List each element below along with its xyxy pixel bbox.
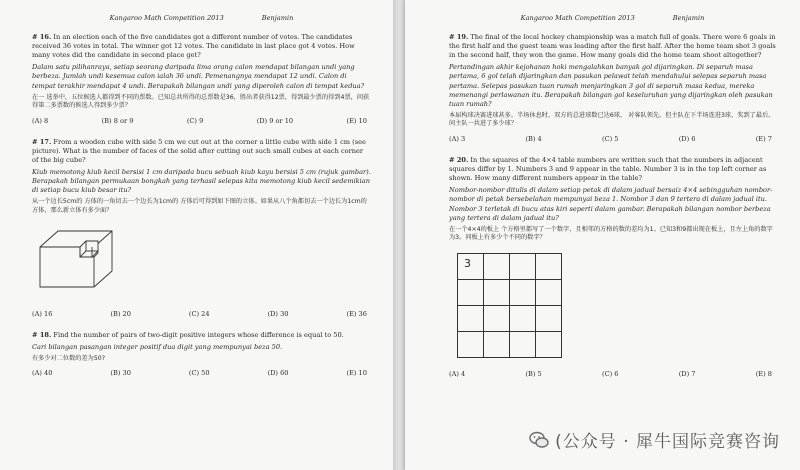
question-17-chinese: 从一个边长5cm的 方体的一角切去一个边长为1cm的 方体后可得到如下图的立体。如果从八个角都切去一个边长为1cm的 方体，那么新立体有多少面？ — [32, 198, 367, 214]
option-c: (C) 5 — [602, 134, 619, 143]
watermark-text: (公众号 · 犀牛国际竞赛咨询 — [555, 432, 780, 452]
grid-cell — [484, 279, 510, 305]
question-text: The final of the local hockey championship was a match full of goals. There were 6 goals in the first half and the guest team was leading after the first half. After the home team shot 3 goals in the second half, they won the game. How many goals did the home team shoot altogether? — [449, 33, 776, 60]
question-20-chinese: 在一个4×4的板上 个方格里都写了一个数字，且相邻的方格的数的差均为1。已知3和9都出现在板上，且左上角的数字为3。问板上有多少个不同的数字？ — [449, 225, 773, 242]
question-20 — [449, 156, 776, 379]
question-number: # 20. — [449, 156, 469, 165]
question-18-malay: Cari bilangan pasangan integer positif dua digit yang mempunyai beza 50. — [32, 342, 283, 351]
option-a: (A) 3 — [449, 134, 466, 143]
wechat-icon — [529, 430, 549, 450]
option-c: (C) 24 — [188, 309, 210, 318]
level-name: Benjamin — [261, 14, 294, 22]
number-grid-figure — [457, 253, 776, 358]
grid-cell — [510, 331, 536, 357]
answer-options — [32, 369, 371, 378]
answer-options — [449, 135, 776, 144]
left-page — [0, 0, 393, 470]
competition-title: Kangaroo Math Competition 2013 — [109, 14, 224, 22]
grid-cell — [510, 279, 536, 305]
option-e: (E) 10 — [346, 116, 367, 125]
option-e: (E) 7 — [755, 134, 772, 143]
question-18-chinese: 有多少对二位数的差为50? — [32, 354, 106, 362]
grid-cell — [458, 305, 484, 331]
grid-cell — [484, 331, 510, 357]
question-text: In the squares of the 4×4 table numbers are written such that the numbers in adjacent squares differ by 1. Numbers 3 and 9 appear in the table. Number 3 is in the top left corner as shown. How many different numbers appear in the table? — [449, 156, 767, 183]
page-header — [449, 14, 776, 23]
option-d: (D) 9 or 10 — [256, 116, 294, 125]
number-grid — [457, 253, 562, 358]
question-17-malay: Kiub memotong kiub kecil bersisi 1 cm daripada bucu sebuah kiub kayu bersisi 5 cm (rujuk gambar). Berapakah bilangan permukaan bongkah yang terhasil selepas kita memotong kiub kecil sedemikian di setiap bucu kiub besar itu? — [32, 168, 371, 195]
option-b: (B) 30 — [110, 369, 131, 378]
cut-cube-figure — [36, 225, 116, 291]
question-19 — [449, 33, 776, 144]
option-b: (B) 20 — [110, 309, 131, 318]
answer-options — [32, 117, 371, 126]
option-c: (C) 50 — [188, 369, 210, 378]
question-text: From a wooden cube with side 5 cm we cut out at the corner a little cube with side 1 cm (see picture). What is the number of faces of the solid after cutting out such small cubes at each corner of the big cube? — [32, 137, 366, 165]
question-16-chinese: 在一 选举中，五位候选人都得到不同的票数。已知总共所得的总票数是36，胜出者获得12票，得到最少票的得到4票，问获得第二多票数的候选人得到多少票？ — [32, 93, 370, 110]
option-e: (E) 10 — [346, 369, 367, 378]
option-d: (D) 6 — [678, 134, 696, 143]
option-a: (A) 16 — [32, 309, 53, 318]
grid-cell — [510, 305, 536, 331]
question-17-english — [32, 138, 371, 165]
question-16-malay: Dalam satu pilihanraya, setiap seorang daripada lima orang calon mendapat bilangan undi yang berbeza. Jumlah undi kesemua calon ialah 36 undi. Pemenangnya mendapat 12 undi. Calon di tempat terakhir mendapat 4 undi. Berapakah bilangan undi yang diperoleh calon di tempat kedua? — [32, 63, 365, 90]
grid-cell — [536, 331, 562, 357]
option-b: (B) 4 — [525, 134, 542, 143]
grid-cell — [484, 305, 510, 331]
grid-cell — [484, 253, 510, 279]
competition-title: Kangaroo Math Competition 2013 — [520, 14, 635, 22]
question-number: # 16. — [32, 33, 52, 42]
grid-cell-corner: 3 — [458, 253, 484, 279]
question-text: In an election each of the five candidates got a different number of votes. The candidates received 36 votes in total. The winner got 12 votes. The candidate in last place got 4 votes. How many votes did the candidate in second place get? — [32, 33, 355, 60]
grid-cell — [536, 253, 562, 279]
right-page — [405, 0, 800, 470]
question-20-malay: Nombor-nombor ditulis di dalam setiap petak di dalam jadual bersaiz 4×4 sebingguhan nombor-nombor di petak bersebelahan mempunyai beza 1. Nombor 3 dan 9 tertera di dalam jadual itu. Nombor 3 terletak di bucu atas kiri seperti dalam gambar. Berapakah bilangan nombor berbeza yang tertera di dalam jadual itu? — [449, 186, 773, 222]
question-19-malay: Pertandingan akhir kejohanan hoki mengalahkan banyak gol dijaringkan. Di separuh masa pertama, 6 gol telah dijaringkan dan pasukan pelawat telah mendahului selepas separuh masa pertama. Selepas pasukan tuan rumah menjaringkan 3 gol di separuh masa kedua, mereka memenangi perlawanan itu. Berapakah bilangan gol keseluruhan yang dijaringkan oleh pasukan tuan rumah? — [449, 63, 773, 108]
page-header — [32, 14, 371, 23]
option-a: (A) 4 — [449, 369, 466, 378]
question-text: Find the number of pairs of two-digit positive integers whose difference is equal to 50. — [53, 330, 344, 339]
grid-cell — [458, 331, 484, 357]
question-number: # 17. — [32, 137, 52, 146]
watermark — [529, 427, 780, 452]
option-e: (E) 8 — [755, 369, 772, 378]
question-16 — [32, 33, 371, 126]
option-a: (A) 8 — [32, 116, 49, 125]
option-c: (C) 9 — [186, 116, 204, 125]
question-19-english — [449, 33, 776, 60]
question-20-english — [449, 156, 776, 183]
option-b: (B) 8 or 9 — [101, 116, 134, 125]
page-gutter — [393, 0, 405, 470]
option-d: (D) 7 — [678, 369, 696, 378]
question-17 — [32, 138, 371, 319]
grid-cell — [536, 279, 562, 305]
question-19-chinese: 本届构球决赛进球甚多。半场休息时，双方的总进球数已达6球， 对客队领先。但主队在下半场连进3球，奖到了最后。问主队一共进了多少球？ — [449, 111, 775, 128]
grid-cell — [510, 253, 536, 279]
question-number: # 19. — [449, 33, 469, 42]
question-16-english — [32, 33, 371, 60]
question-18 — [32, 331, 371, 379]
option-e: (E) 36 — [346, 309, 367, 318]
question-18-english — [32, 331, 371, 340]
option-d: (D) 60 — [267, 369, 289, 378]
grid-cell — [536, 305, 562, 331]
grid-cell — [458, 279, 484, 305]
option-a: (A) 40 — [32, 369, 53, 378]
option-d: (D) 30 — [267, 309, 289, 318]
level-name: Benjamin — [672, 14, 705, 22]
question-number: # 18. — [32, 330, 52, 339]
answer-options — [449, 370, 776, 379]
option-c: (C) 6 — [602, 369, 619, 378]
option-b: (B) 5 — [525, 369, 542, 378]
answer-options — [32, 310, 371, 319]
